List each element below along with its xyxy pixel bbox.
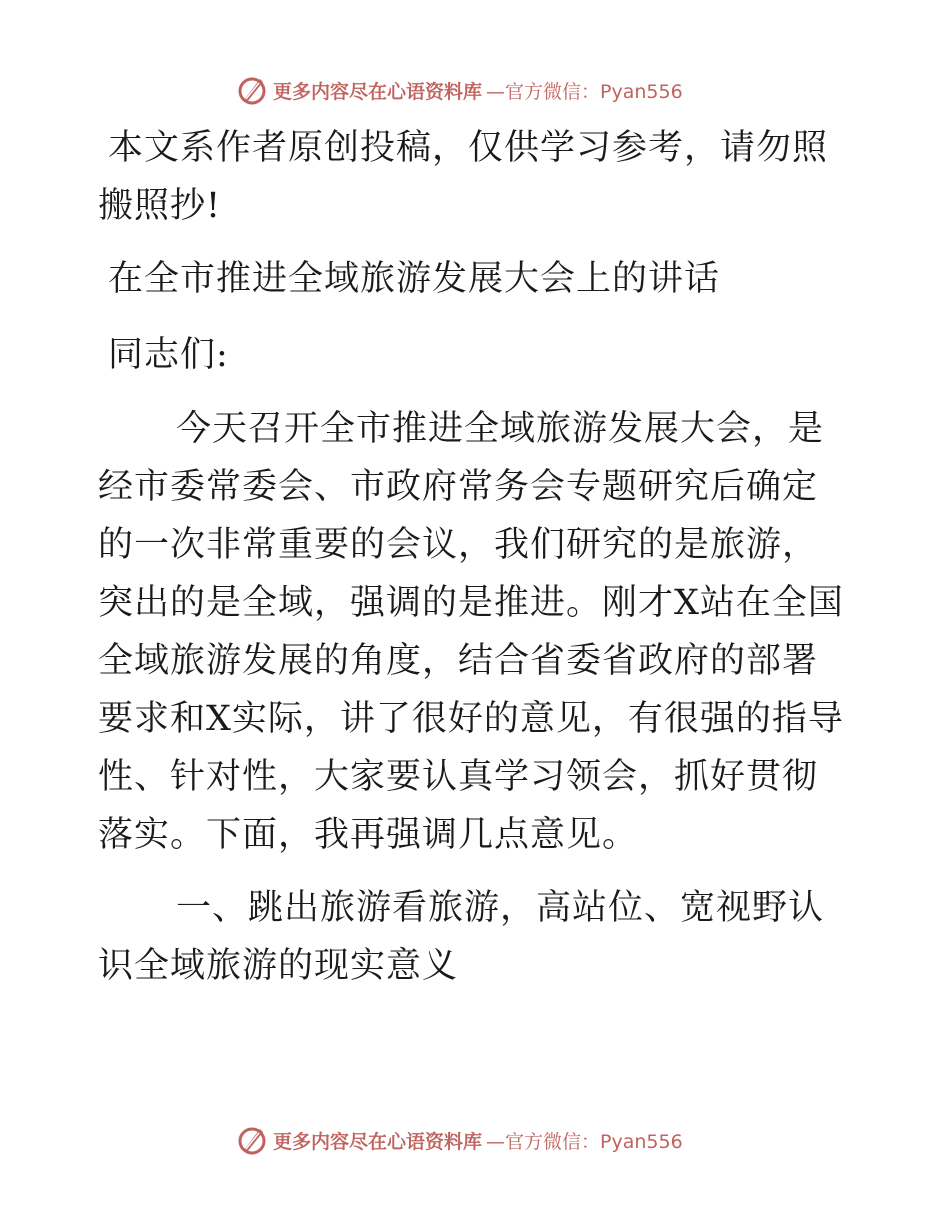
body-paragraph: 今天召开全市推进全域旅游发展大会，是经市委常委会、市政府常务会专题研究后确定的一次非常重要的会议，我们研究的是旅游，突出的是全域，强调的是推进。刚才X站在全国全域旅游发展的角度，结合省委省政府的部署要求和X实际，讲了很好的意见，有很强的指导性、针对性，大家要认真学习领会，抓好贯彻落实。下面，我再强调几点意见。 xyxy=(98,409,844,855)
feather-pen-circle-icon xyxy=(235,73,269,107)
watermark-brand: 更多内容尽在心语资料库 xyxy=(273,1130,483,1153)
watermark-brand: 更多内容尽在心语资料库 xyxy=(273,80,483,103)
section-heading: 一、跳出旅游看旅游，高站位、宽视野认识全域旅游的现实意义 xyxy=(98,888,825,986)
feather-pen-circle-icon xyxy=(235,1123,269,1157)
copyright-notice: 本文系作者原创投稿，仅供学习参考，请勿照搬照抄! xyxy=(98,128,829,226)
salutation: 同志们: xyxy=(108,335,229,375)
document-title: 在全市推进全域旅游发展大会上的讲话 xyxy=(108,259,721,299)
watermark-contact: —官方微信：Pyan556 xyxy=(486,1130,683,1153)
watermark-contact: —官方微信：Pyan556 xyxy=(486,80,683,103)
header-watermark xyxy=(235,72,683,108)
footer-watermark xyxy=(235,1122,683,1158)
